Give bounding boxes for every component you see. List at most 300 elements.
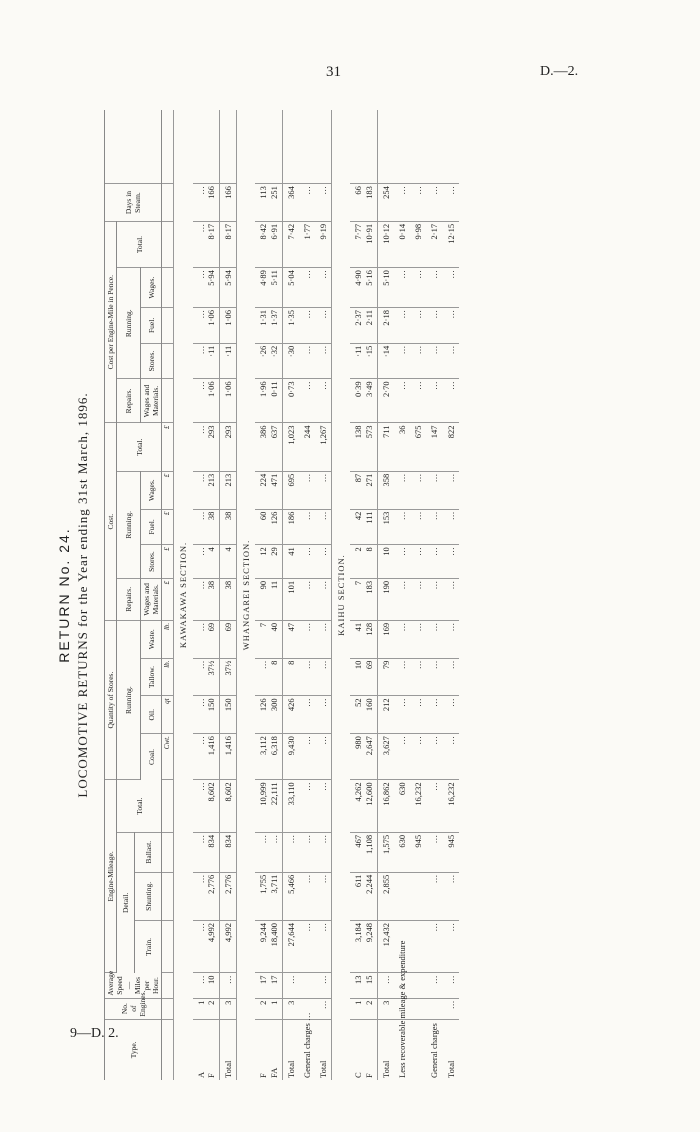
table-cell: …	[443, 920, 459, 972]
table-cell	[255, 110, 282, 184]
table-cell: … 38	[193, 509, 220, 545]
table-cell: …	[299, 696, 315, 734]
table-cell: … 2,776	[193, 872, 220, 920]
table-cell: 79	[377, 658, 394, 696]
col-pence-repairs: Repairs.	[117, 379, 141, 423]
table-cell: 9·19	[315, 221, 332, 267]
table-cell: …	[394, 696, 410, 734]
table-cell	[410, 973, 426, 998]
table-cell: 126 300	[255, 696, 282, 734]
table-cell: …	[394, 509, 410, 545]
table-cell: 695	[282, 471, 299, 509]
table-cell: … 8,602	[193, 780, 220, 833]
table-cell: …	[299, 872, 315, 920]
section-title: KAWAKAWA SECTION.	[174, 110, 193, 1080]
table-cell: 2·37 2·11	[350, 308, 377, 344]
page-number: 31	[326, 64, 341, 80]
table-cell: 13 15	[350, 973, 377, 998]
col-mileage-total: Total.	[117, 780, 162, 833]
table-cell: … 150	[193, 696, 220, 734]
table-cell: 2,855	[377, 872, 394, 920]
col-no-engines: No. of Engines.	[105, 998, 162, 1019]
table-cell: 4·89 5·11	[255, 268, 282, 308]
table-cell: 212	[377, 696, 394, 734]
table-row	[255, 110, 282, 1080]
table-cell: £	[162, 545, 174, 579]
table-cell: …	[315, 832, 332, 872]
row-label: C F	[353, 1072, 374, 1078]
table-cell: 47	[282, 620, 299, 658]
table-cell: …	[426, 268, 442, 308]
row-label: F FA	[258, 1067, 279, 1078]
table-cell: …	[299, 545, 315, 579]
table-cell: …	[426, 658, 442, 696]
table-cell: 37½	[219, 658, 236, 696]
table-cell	[162, 998, 174, 1019]
col-ballast: Ballast.	[135, 832, 162, 872]
table-cell: 10,999 22,111	[255, 780, 282, 833]
table-cell: 2 8	[350, 545, 377, 579]
table-cell: 358	[377, 471, 394, 509]
table-cell: …	[426, 832, 442, 872]
table-cell: … 1·06	[193, 379, 220, 423]
table-cell: …	[315, 308, 332, 344]
table-cell: …	[299, 832, 315, 872]
footer-reference: 9—D. 2.	[70, 1026, 119, 1041]
table-cell: …	[426, 734, 442, 780]
table-cell	[377, 110, 394, 184]
table-cell: 5·10	[377, 268, 394, 308]
table-cell: 1,575	[377, 832, 394, 872]
col-cost-per-mile: Cost per Engine-Mile in Pence.	[105, 221, 117, 423]
table-cell: …	[315, 973, 332, 998]
table-cell: 69	[219, 620, 236, 658]
table-cell: …	[394, 620, 410, 658]
table-cell: …	[443, 658, 459, 696]
table-cell: 1,416	[219, 734, 236, 780]
table-cell: 224 471	[255, 471, 282, 509]
total-row	[426, 110, 442, 1080]
table-cell: 10	[377, 545, 394, 579]
table-cell: …	[410, 620, 426, 658]
table-cell: 945	[410, 832, 426, 872]
table-cell: …	[299, 658, 315, 696]
table-cell: 8,602	[219, 780, 236, 833]
table-cell	[410, 920, 426, 972]
table-cell: 16,232	[410, 780, 426, 833]
table-cell: 1·35	[282, 308, 299, 344]
table-cell: 12·15	[443, 221, 459, 267]
table-cell: 630	[394, 780, 410, 833]
table-cell: ·11 ·15	[350, 343, 377, 379]
table-cell: …	[426, 545, 442, 579]
table-cell: 138 573	[350, 423, 377, 471]
table-cell: …	[299, 780, 315, 833]
table-cell: 5·04	[282, 268, 299, 308]
table-cell: …	[443, 509, 459, 545]
table-cell: 7·42	[282, 221, 299, 267]
table-cell: 822	[443, 423, 459, 471]
table-cell: …	[426, 308, 442, 344]
row-label	[162, 1019, 174, 1080]
table-cell: … 213	[193, 471, 220, 509]
table-cell: … 38	[193, 578, 220, 620]
table-cell: …	[410, 578, 426, 620]
table-cell: …	[410, 184, 426, 222]
table-cell	[443, 110, 459, 184]
table-cell: lb.	[162, 620, 174, 658]
col-train: Train.	[135, 920, 162, 972]
table-cell: …	[299, 578, 315, 620]
col-engine-mileage: Engine-Mileage.	[105, 780, 117, 973]
table-cell	[162, 920, 174, 972]
col-pence-fuel: Fuel.	[141, 308, 162, 344]
table-cell: 52 160	[350, 696, 377, 734]
table-cell: … 37½	[193, 658, 220, 696]
table-cell: …	[282, 973, 299, 998]
col-cost-running: Running.	[117, 471, 141, 578]
table-cell: 244	[299, 423, 315, 471]
table-cell: …	[410, 471, 426, 509]
table-row	[193, 110, 220, 1080]
table-cell: …	[410, 268, 426, 308]
table-cell	[350, 110, 377, 184]
table-cell: …	[394, 578, 410, 620]
table-cell: …	[377, 973, 394, 998]
table-cell: 9·98	[410, 221, 426, 267]
table-cell: ·11	[219, 343, 236, 379]
table-cell: …	[426, 973, 442, 998]
table-cell: Cwt.	[162, 734, 174, 780]
table-cell	[299, 110, 315, 184]
table-cell: 4	[219, 545, 236, 579]
table-cell: …	[219, 973, 236, 998]
table-cell: …	[443, 379, 459, 423]
col-cost: Cost.	[105, 423, 117, 620]
table-cell: 147	[426, 423, 442, 471]
table-cell: …	[299, 379, 315, 423]
table-cell: 16,862	[377, 780, 394, 833]
table-cell: …	[315, 509, 332, 545]
section-title: KAIHU SECTION.	[332, 110, 351, 1080]
table-cell	[162, 221, 174, 267]
table-cell: 0·73	[282, 379, 299, 423]
col-shunting: Shunting.	[135, 872, 162, 920]
row-label: Total	[445, 1060, 456, 1078]
table-cell: …	[410, 658, 426, 696]
table-cell: 9,244 18,400	[255, 920, 282, 972]
table-cell: …	[394, 658, 410, 696]
table-cell	[410, 872, 426, 920]
table-cell: … 1,416	[193, 734, 220, 780]
table-cell: 254	[377, 184, 394, 222]
table-cell: 2·17	[426, 221, 442, 267]
table-cell: 611 2,244	[350, 872, 377, 920]
total-row	[282, 110, 299, 1080]
table-cell: £	[162, 471, 174, 509]
table-cell: 3,627	[377, 734, 394, 780]
col-cost-wages-materials: Wages and Materials.	[141, 578, 162, 620]
table-cell: …	[315, 920, 332, 972]
table-cell	[394, 110, 410, 184]
table-cell: 36	[394, 423, 410, 471]
table-cell: 945	[443, 832, 459, 872]
col-days-in-steam: Days in Steam.	[105, 184, 162, 222]
table-cell: …	[443, 471, 459, 509]
table-cell: 12 29	[255, 545, 282, 579]
table-cell: …	[315, 696, 332, 734]
table-cell: …	[299, 920, 315, 972]
table-cell: … 8·17	[193, 221, 220, 267]
table-cell: 293	[219, 423, 236, 471]
table-cell: …	[443, 734, 459, 780]
table-cell: …	[443, 545, 459, 579]
table-cell	[162, 110, 174, 184]
table-cell	[162, 268, 174, 308]
table-cell	[162, 308, 174, 344]
table-cell: …	[315, 379, 332, 423]
table-cell: 7 183	[350, 578, 377, 620]
table-cell: … 834	[193, 832, 220, 872]
table-cell: …	[299, 184, 315, 222]
table-cell: 3	[219, 998, 236, 1019]
table-cell: 38	[219, 578, 236, 620]
table-cell: 4·90 5·16	[350, 268, 377, 308]
table-cell: …	[443, 308, 459, 344]
table-cell: …	[299, 343, 315, 379]
table-cell	[162, 973, 174, 998]
table-cell: 169	[377, 620, 394, 658]
table-cell	[410, 998, 426, 1019]
table-cell: ·30	[282, 343, 299, 379]
table-cell: 87 271	[350, 471, 377, 509]
table-cell: 8·42 6·91	[255, 221, 282, 267]
table-row	[350, 110, 377, 1080]
table-cell: …	[426, 872, 442, 920]
table-cell: 42 111	[350, 509, 377, 545]
table-cell: 27,644	[282, 920, 299, 972]
table-cell: 90 11	[255, 578, 282, 620]
table-cell	[162, 780, 174, 833]
table-cell: 8·17	[219, 221, 236, 267]
table-cell: … 8	[255, 658, 282, 696]
table-cell: 153	[377, 509, 394, 545]
table-cell: 1 2	[350, 998, 377, 1019]
table-cell	[299, 973, 315, 998]
table-cell	[162, 379, 174, 423]
title-block	[52, 110, 104, 1080]
table-cell: …	[410, 696, 426, 734]
col-cost-stores: Stores.	[141, 545, 162, 579]
table-cell: qt	[162, 696, 174, 734]
total-row	[443, 110, 459, 1080]
table-cell: 630	[394, 832, 410, 872]
table-cell: …	[443, 872, 459, 920]
table-cell: 17 17	[255, 973, 282, 998]
table-cell: …	[426, 920, 442, 972]
return-subtitle: LOCOMOTIVE RETURNS for the Year ending 31st March, 1896.	[75, 392, 90, 798]
table-cell	[162, 872, 174, 920]
table-cell: …	[443, 184, 459, 222]
table-cell: …	[299, 734, 315, 780]
table-cell: 10 69	[350, 658, 377, 696]
col-tallow: Tallow.	[141, 658, 162, 696]
table-cell	[315, 110, 332, 184]
table-cell: 10·12	[377, 221, 394, 267]
table-cell: …	[394, 734, 410, 780]
table-cell: 675	[410, 423, 426, 471]
table-cell: ·26 ·32	[255, 343, 282, 379]
row-label: Total	[282, 1019, 299, 1080]
table-cell: 16,232	[443, 780, 459, 833]
table-cell: 364	[282, 184, 299, 222]
table-cell	[426, 998, 442, 1019]
table-cell: 66 183	[350, 184, 377, 222]
table-cell: …	[394, 308, 410, 344]
table-cell: …	[315, 545, 332, 579]
table-cell: …	[410, 308, 426, 344]
table-cell: …	[410, 734, 426, 780]
table-cell: …	[315, 658, 332, 696]
row-label: General charges	[429, 1023, 440, 1078]
row-label: Total	[377, 1019, 394, 1080]
table-cell: … 5·94	[193, 268, 220, 308]
col-pence-running: Running.	[117, 268, 141, 379]
table-cell: 1·06	[219, 379, 236, 423]
table-cell: 5·94	[219, 268, 236, 308]
table-cell: … 69	[193, 620, 220, 658]
col-pence-total: Total.	[117, 221, 162, 267]
table-cell: …	[443, 620, 459, 658]
table-cell: 5,466	[282, 872, 299, 920]
table-cell: …	[426, 696, 442, 734]
table-cell: 9,430	[282, 734, 299, 780]
table-cell	[410, 110, 426, 184]
table-cell: …	[426, 471, 442, 509]
table-cell: …	[315, 343, 332, 379]
table-cell: …	[410, 545, 426, 579]
table-cell: …	[315, 620, 332, 658]
table-cell: 2,776	[219, 872, 236, 920]
table-cell	[282, 110, 299, 184]
table-cell: £	[162, 423, 174, 471]
table-cell: … 1·06	[193, 308, 220, 344]
table-cell	[162, 343, 174, 379]
row-label: General charges …	[301, 1012, 312, 1078]
table-cell: …	[443, 578, 459, 620]
table-cell: …	[299, 471, 315, 509]
locomotive-returns-table	[104, 110, 459, 1080]
total-row	[377, 110, 394, 1080]
col-pence-wages-materials: Wages and Materials.	[141, 379, 162, 423]
table-cell: 38	[219, 509, 236, 545]
table-cell: 1 2	[193, 998, 220, 1019]
table-cell: …	[410, 509, 426, 545]
col-waste: Waste.	[141, 620, 162, 658]
table-cell: …	[315, 872, 332, 920]
table-cell: 113 251	[255, 184, 282, 222]
row-label	[410, 1019, 426, 1080]
row-label: Less recoverable mileage & expenditure	[397, 940, 408, 1078]
col-cost-wages: Wages.	[141, 471, 162, 509]
table-cell: 33,110	[282, 780, 299, 833]
table-cell: …	[299, 509, 315, 545]
table-cell: … …	[255, 832, 282, 872]
table-cell: 1,023	[282, 423, 299, 471]
table-cell: £	[162, 578, 174, 620]
table-cell: …	[443, 343, 459, 379]
section-header-row	[174, 110, 193, 1080]
table-cell: …	[426, 343, 442, 379]
col-cost-repairs: Repairs.	[117, 578, 141, 620]
table-cell: 7·77 10·91	[350, 221, 377, 267]
table-cell: 834	[219, 832, 236, 872]
total-row	[299, 110, 315, 1080]
col-quantity-stores: Quantity of Stores.	[105, 620, 117, 780]
table-cell: 1·06	[219, 308, 236, 344]
return-title: RETURN No. 24.	[56, 527, 72, 663]
row-label: A F	[195, 1071, 216, 1078]
table-cell: 0·14	[394, 221, 410, 267]
col-pence-wages: Wages.	[141, 268, 162, 308]
table-cell: …	[426, 620, 442, 658]
table-cell: …	[315, 734, 332, 780]
table-cell: …	[315, 780, 332, 833]
table-cell: 980 2,647	[350, 734, 377, 780]
col-cost-total: Total.	[117, 423, 162, 471]
table-cell: …	[315, 471, 332, 509]
table-cell: …	[315, 998, 332, 1019]
table-cell: 4,262 12,600	[350, 780, 377, 833]
col-stores-running: Running.	[117, 620, 141, 780]
total-row	[410, 110, 426, 1080]
table-cell: 8	[282, 658, 299, 696]
table-cell: …	[394, 545, 410, 579]
table-cell: 7 40	[255, 620, 282, 658]
table-cell	[162, 832, 174, 872]
table-cell: …	[443, 998, 459, 1019]
table-cell	[193, 110, 220, 184]
table-cell: …	[426, 379, 442, 423]
table-cell: 711	[377, 423, 394, 471]
table-cell: 1·31 1·37	[255, 308, 282, 344]
total-row	[394, 110, 410, 1080]
units-row	[162, 110, 174, 1080]
table-cell: 2 1	[255, 998, 282, 1019]
table-cell	[219, 110, 236, 184]
table-cell: …	[426, 578, 442, 620]
col-oil: Oil.	[141, 696, 162, 734]
table-cell: 386 637	[255, 423, 282, 471]
table-cell: 0·39 3·49	[350, 379, 377, 423]
table-cell: 1,267	[315, 423, 332, 471]
table-cell: …	[394, 379, 410, 423]
table-cell: …	[299, 308, 315, 344]
table-cell: … 10	[193, 973, 220, 998]
table-cell: …	[299, 620, 315, 658]
col-coal: Coal.	[141, 734, 162, 780]
table-cell: 467 1,108	[350, 832, 377, 872]
table-cell: …	[394, 343, 410, 379]
table-cell: 3	[377, 998, 394, 1019]
table-cell: … 4,992	[193, 920, 220, 972]
col-cost-fuel: Fuel.	[141, 509, 162, 545]
table-cell: ·14	[377, 343, 394, 379]
rotated-return-table	[52, 110, 692, 1080]
table-cell: … 293	[193, 423, 220, 471]
table-cell: …	[315, 578, 332, 620]
table-cell: 1,755 3,711	[255, 872, 282, 920]
